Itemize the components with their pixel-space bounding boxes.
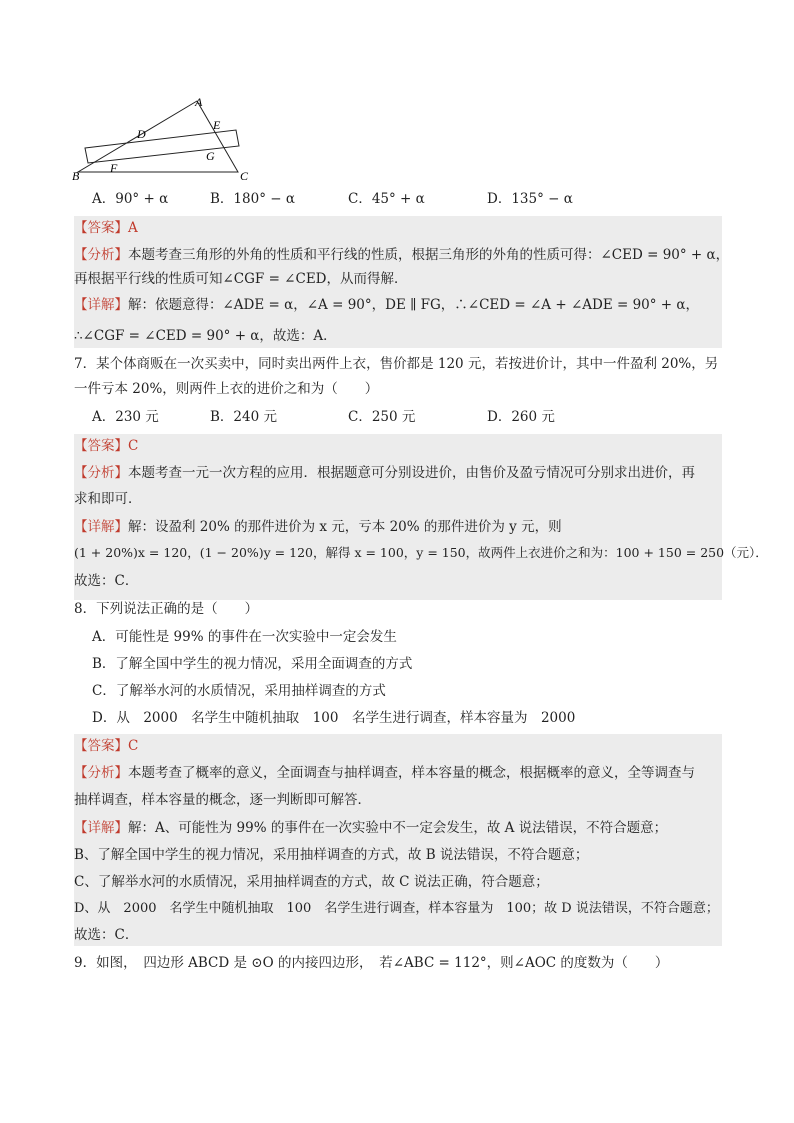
q8-detail-5: 故选：C． xyxy=(74,927,139,943)
label-a: A xyxy=(195,95,203,109)
q6-option-d: D．135° − α xyxy=(487,191,573,207)
q7-analysis-2: 求和即可． xyxy=(74,491,142,507)
label-e: E xyxy=(213,118,221,132)
q8-solution xyxy=(74,734,722,946)
q6-option-c: C．45° + α xyxy=(348,191,425,207)
q7-detail-1: 【详解】解：设盈利 20% 的那件进价为 x 元，亏本 20% 的那件进价为 y 元，则 xyxy=(74,519,562,535)
label-c: C xyxy=(240,169,249,183)
q8-detail-2: B、了解全国中学生的视力情况，采用抽样调查的方式，故 B 说法错误，不符合题意； xyxy=(74,847,589,863)
ruler-strip xyxy=(85,130,239,163)
q8-option-b: B．了解全国中学生的视力情况，采用全面调查的方式 xyxy=(92,656,413,672)
q6-detail-1: 【详解】解：依题意得：∠ADE = α，∠A = 90°，DE ∥ FG，∴∠CED = ∠A + ∠ADE = 90° + α， xyxy=(74,297,700,313)
label-g: G xyxy=(206,149,215,163)
q6-analysis-1: 【分析】本题考查三角形的外角的性质和平行线的性质，根据三角形的外角的性质可得：∠CED = 90° + α， xyxy=(74,247,730,263)
q6-option-b: B．180° − α xyxy=(210,191,295,207)
label-d: D xyxy=(137,127,146,141)
q7-stem-2: 一件亏本 20%，则两件上衣的进价之和为（ ） xyxy=(74,381,379,397)
q7-analysis-1: 【分析】本题考查一元一次方程的应用．根据题意可分别设进价，由售价及盈亏情况可分别求出进价，再 xyxy=(74,465,695,481)
q8-detail-3: C、了解举水河的水质情况，采用抽样调查的方式，故 C 说法正确，符合题意； xyxy=(74,874,549,890)
q7-option-c: C．250 元 xyxy=(348,409,416,425)
label-b: B xyxy=(72,169,80,183)
q7-stem-1: 7．某个体商贩在一次买卖中，同时卖出两件上衣，售价都是 120 元，若按进价计，其中一件盈利 20%，另 xyxy=(74,356,719,372)
q8-answer: 【答案】C xyxy=(74,738,139,754)
q8-detail-4: D、从 2000 名学生中随机抽取 100 名学生进行调查，样本容量为 100；故 D 说法错误，不符合题意； xyxy=(74,901,719,916)
q8-detail-1: 【详解】解：A、可能性为 99% 的事件在一次实验中不一定会发生，故 A 说法错误，不符合题意； xyxy=(74,820,668,836)
q8-option-d: D．从 2000 名学生中随机抽取 100 名学生进行调查，样本容量为 2000 xyxy=(92,710,576,726)
q6-solution-tail xyxy=(74,326,722,348)
q6-detail-2: ∴∠CGF = ∠CED = 90° + α，故选：A． xyxy=(74,328,337,344)
q8-option-c: C．了解举水河的水质情况，采用抽样调查的方式 xyxy=(92,683,386,699)
q9-stem: 9．如图， 四边形 ABCD 是 ⊙O 的内接四边形， 若∠ABC = 112°，则∠AOC 的度数为（ ） xyxy=(74,955,669,971)
triangle-figure xyxy=(68,92,258,184)
q6-analysis-2: 再根据平行线的性质可知∠CGF = ∠CED，从而得解． xyxy=(74,271,408,287)
q6-option-a: A．90° + α xyxy=(92,191,169,207)
q8-analysis-2: 抽样调查，样本容量的概念，逐一判断即可解答． xyxy=(74,792,371,808)
q7-detail-3: 故选：C． xyxy=(74,573,139,589)
q7-option-a: A．230 元 xyxy=(92,409,159,425)
q7-solution xyxy=(74,434,768,600)
q8-analysis-1: 【分析】本题考查了概率的意义，全面调查与抽样调查，样本容量的概念，根据概率的意义，全等调查与 xyxy=(74,765,695,781)
q8-option-a: A．可能性是 99% 的事件在一次实验中一定会发生 xyxy=(92,629,397,645)
q6-solution xyxy=(74,216,730,326)
q8-stem: 8．下列说法正确的是（ ） xyxy=(74,601,259,617)
q7-option-d: D．260 元 xyxy=(487,409,555,425)
q7-answer: 【答案】C xyxy=(74,438,139,454)
q6-answer: 【答案】A xyxy=(74,220,138,236)
label-f: F xyxy=(110,161,118,175)
q7-option-b: B．240 元 xyxy=(210,409,277,425)
q7-detail-2: (1 + 20%)x = 120，(1 − 20%)y = 120，解得 x = 100，y = 150，故两件上衣进价之和为：100 + 150 = 250（元）． xyxy=(74,545,768,560)
